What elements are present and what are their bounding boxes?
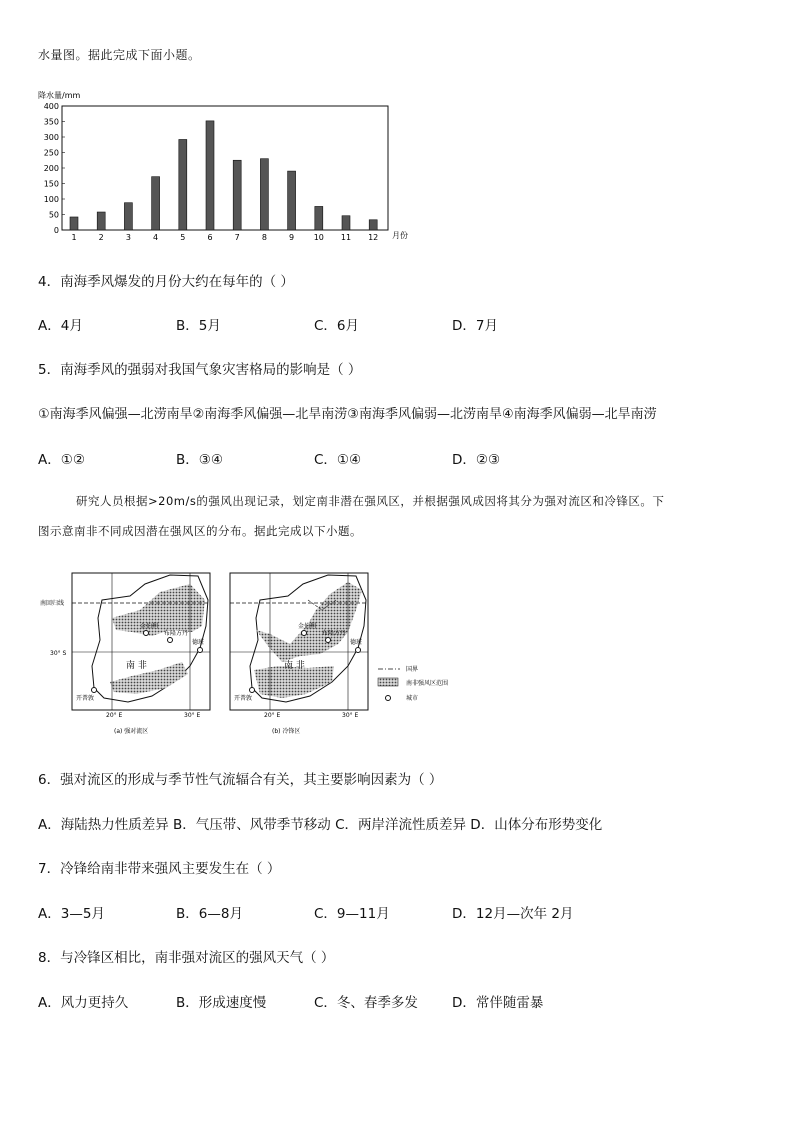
q5-option-a[interactable]: A．①② (38, 452, 85, 468)
bar-month-5 (179, 139, 187, 230)
q4-option-b[interactable]: B．5月 (176, 318, 221, 334)
q4-option-a[interactable]: A．4月 (38, 318, 83, 334)
country-label-a: 南 非 (126, 661, 147, 671)
q8-option-a[interactable]: A．风力更持久 (38, 995, 129, 1011)
city-marker-bloemfontein-b (326, 638, 331, 643)
x-axis-label: 月份 (392, 231, 408, 240)
bar-month-12 (369, 220, 377, 230)
label-capetown-b: 开普敦 (234, 695, 253, 702)
city-marker-bloemfontein (168, 638, 173, 643)
label-durban-b: 德班 (350, 639, 363, 646)
y-tick-label: 200 (43, 164, 59, 173)
legend-area-label: 南非强风区范围 (406, 680, 449, 687)
question-7-stem: 7．冷锋给南非带来强风主要发生在（ ） (38, 861, 281, 877)
q7-option-c[interactable]: C．9—11月 (314, 906, 390, 922)
y-tick-label: 350 (43, 117, 59, 127)
bar-month-4 (152, 177, 160, 230)
bar-month-3 (124, 203, 132, 230)
q7-option-b[interactable]: B．6—8月 (176, 906, 243, 922)
x-tick-label: 9 (289, 233, 295, 242)
y-tick-label: 250 (43, 148, 59, 158)
q8-option-d[interactable]: D．常伴随雷暴 (452, 995, 544, 1011)
y-tick-label: 300 (43, 133, 59, 142)
city-marker-kimberley (144, 631, 149, 636)
plot-frame (62, 106, 388, 230)
q5-option-b[interactable]: B．③④ (176, 452, 223, 468)
x-tick-label: 2 (98, 233, 104, 242)
tropic-label: 南回归线 (40, 600, 65, 607)
bar-month-10 (315, 206, 323, 230)
x-tick-label: 8 (261, 233, 267, 242)
legend-area-symbol (378, 678, 398, 686)
x-tick-label: 3 (125, 233, 131, 242)
q7-option-a[interactable]: A．3—5月 (38, 906, 105, 922)
y-tick-label: 150 (43, 179, 59, 189)
label-kimberley: 金伯利 (140, 623, 159, 630)
map-a (72, 573, 210, 735)
question-8-stem: 8．与冷锋区相比，南非强对流区的强风天气（ ） (38, 950, 335, 966)
bar-month-1 (70, 217, 78, 230)
map-legend (378, 665, 448, 702)
question-5-statements: ①南海季风偏强—北涝南旱②南海季风偏强—北旱南涝③南海季风偏弱—北涝南旱④南海季风偏弱—北旱南涝 (38, 407, 657, 422)
x-tick-label: 4 (153, 233, 159, 242)
intro-text: 水量图。据此完成下面小题。 (38, 48, 201, 62)
legend-border-label: 国界 (406, 666, 419, 673)
city-marker-kimberley-b (302, 631, 307, 636)
x-tick-label: 7 (234, 233, 240, 242)
y-tick-label: 100 (43, 195, 59, 204)
south-africa-maps (40, 570, 480, 745)
passage-line-2: 图示意南非不同成因潜在强风区的分布。据此完成以下小题。 (38, 524, 362, 538)
x-tick-label: 10 (313, 233, 324, 242)
bar-month-2 (97, 212, 105, 230)
q4-option-d[interactable]: D．7月 (452, 318, 498, 334)
x-tick-label: 12 (368, 233, 379, 242)
lon-label-20-b: 20° E (264, 712, 281, 719)
question-6-options[interactable]: A．海陆热力性质差异 B．气压带、风带季节移动 C．两岸洋流性质差异 D．山体分布形势变化 (38, 817, 603, 833)
lon-label-30-b: 30° E (342, 712, 359, 719)
question-4-stem: 4．南海季风爆发的月份大约在每年的（ ） (38, 274, 294, 290)
x-tick-label: 6 (207, 233, 213, 242)
precipitation-chart (36, 86, 416, 246)
label-capetown: 开普敦 (76, 695, 95, 702)
y-tick-label: 0 (53, 226, 59, 235)
map-b (230, 573, 368, 735)
caption-a: (a) 强对流区 (114, 728, 149, 735)
city-marker-capetown (92, 688, 97, 693)
city-marker-durban-b (356, 648, 361, 653)
y-tick-label: 400 (43, 102, 59, 111)
question-6-stem: 6．强对流区的形成与季节性气流辐合有关，其主要影响因素为（ ） (38, 772, 443, 788)
q7-option-d[interactable]: D．12月—次年 2月 (452, 906, 574, 922)
bar-month-8 (260, 159, 268, 230)
label-kimberley-b: 金伯利 (298, 623, 317, 630)
q5-option-c[interactable]: C．①④ (314, 452, 362, 468)
bar-month-11 (342, 216, 350, 230)
lon-label-30-a: 30° E (184, 712, 201, 719)
label-durban: 德班 (192, 639, 205, 646)
question-5-stem: 5．南海季风的强弱对我国气象灾害格局的影响是（ ） (38, 362, 362, 378)
q4-option-c[interactable]: C．6月 (314, 318, 360, 334)
legend-city-symbol (386, 696, 391, 701)
country-label-b: 南 非 (284, 661, 305, 671)
bar-month-9 (288, 171, 296, 230)
lon-label-20-a: 20° E (106, 712, 123, 719)
q8-option-b[interactable]: B．形成速度慢 (176, 995, 267, 1011)
label-bloemfontein: 布隆方丹 (164, 630, 189, 637)
q8-option-c[interactable]: C．冬、春季多发 (314, 995, 418, 1011)
x-tick-label: 11 (340, 233, 352, 242)
city-marker-durban (198, 648, 203, 653)
caption-b: (b) 冷锋区 (272, 728, 301, 735)
label-bloemfontein-b: 布隆方丹 (322, 630, 347, 637)
y-tick-label: 50 (48, 210, 59, 220)
legend-city-label: 城市 (406, 695, 419, 702)
x-tick-label: 5 (180, 233, 186, 242)
bar-month-6 (206, 121, 214, 230)
x-tick-label: 1 (71, 233, 77, 242)
bar-month-7 (233, 160, 241, 230)
y-axis-label: 降水量/mm (38, 91, 81, 100)
lat-label: 30° S (50, 650, 67, 657)
precipitation-chart-svg (36, 86, 416, 246)
q5-option-d[interactable]: D．②③ (452, 452, 501, 468)
city-marker-capetown-b (250, 688, 255, 693)
passage-line-1: 研究人员根据>20m/s的强风出现记录，划定南非潜在强风区，并根据强风成因将其分为强对流区和冷锋区。下 (76, 494, 665, 508)
